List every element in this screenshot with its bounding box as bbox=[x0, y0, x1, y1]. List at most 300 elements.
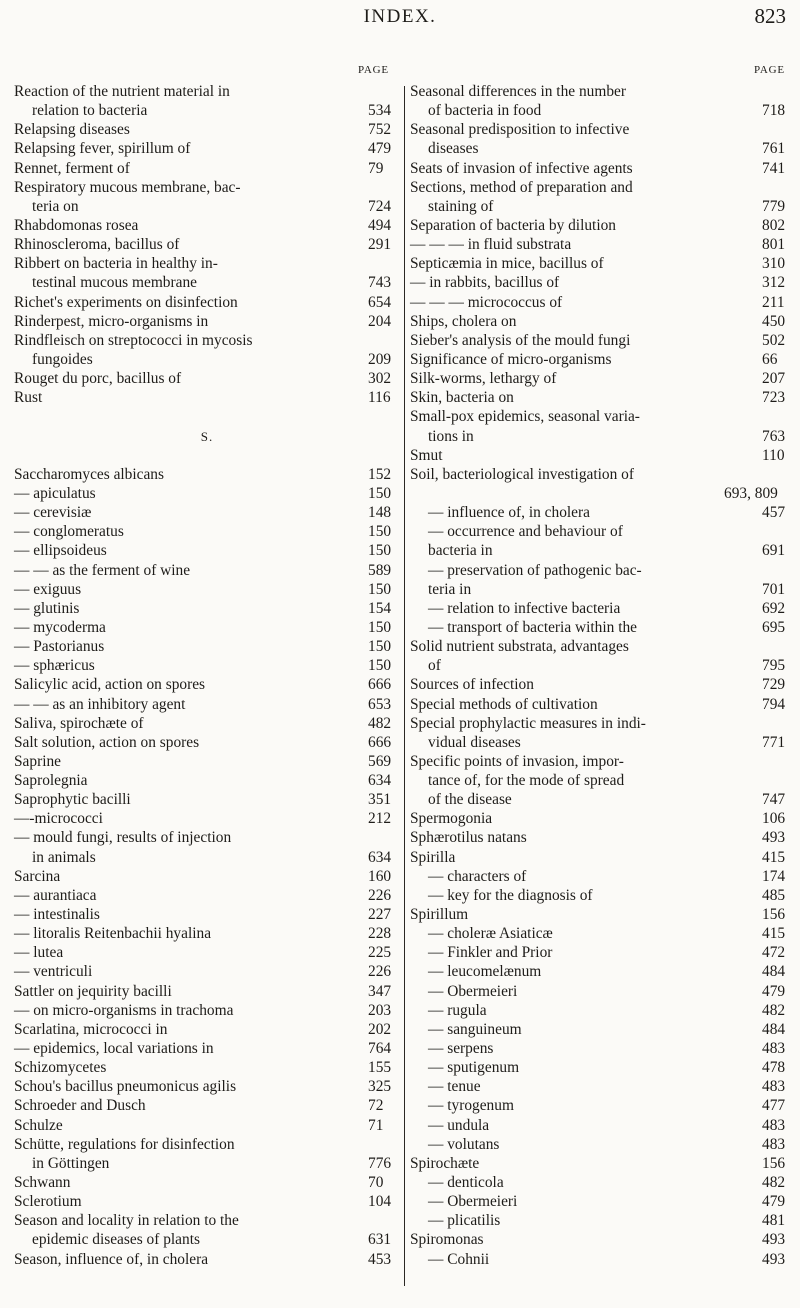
entry-text: Spiromonas bbox=[410, 1231, 484, 1249]
entry-text: — sanguineum bbox=[428, 1020, 522, 1038]
entry-page: 310 bbox=[762, 255, 786, 273]
entry-page: 502 bbox=[762, 331, 786, 349]
index-entry bbox=[14, 312, 400, 331]
index-entry bbox=[14, 235, 400, 254]
entry-page: 415 bbox=[762, 848, 786, 866]
entry-page: 226 bbox=[368, 963, 392, 981]
entry-text: — epidemics, local variations in bbox=[14, 1040, 214, 1058]
entry-page: 479 bbox=[762, 1193, 786, 1211]
index-entry bbox=[14, 465, 400, 484]
index-entry bbox=[410, 1096, 794, 1115]
index-entry bbox=[410, 1173, 794, 1192]
entry-page: 110 bbox=[762, 446, 785, 464]
entry-page: 453 bbox=[368, 1250, 392, 1268]
entry-text: Sphærotilus natans bbox=[410, 829, 527, 847]
entry-page: 534 bbox=[368, 102, 392, 120]
entry-page: 211 bbox=[762, 293, 785, 311]
blank-line bbox=[14, 407, 400, 426]
index-entry bbox=[410, 848, 794, 867]
index-entry bbox=[410, 82, 794, 101]
entry-page: 741 bbox=[762, 159, 786, 177]
index-entry bbox=[14, 1116, 400, 1135]
section-letter-heading bbox=[14, 427, 400, 446]
entry-page: 761 bbox=[762, 140, 786, 158]
entry-text: — Finkler and Prior bbox=[428, 944, 553, 962]
entry-text: — conglomeratus bbox=[14, 523, 124, 541]
index-entry bbox=[14, 503, 400, 522]
entry-text: staining of bbox=[428, 197, 494, 215]
entry-page: 763 bbox=[762, 427, 786, 445]
entry-text: — exiguus bbox=[14, 580, 82, 598]
entry-page: 209 bbox=[368, 350, 392, 368]
entry-text: Schwann bbox=[14, 1174, 71, 1192]
entry-page: 485 bbox=[762, 886, 786, 904]
index-entry bbox=[14, 120, 400, 139]
entry-page: 493 bbox=[762, 1250, 786, 1268]
index-entry bbox=[14, 924, 400, 943]
entry-text: — characters of bbox=[428, 867, 527, 885]
index-entry bbox=[410, 1154, 794, 1173]
entry-text: Schroeder and Dusch bbox=[14, 1097, 146, 1115]
index-entry bbox=[14, 637, 400, 656]
index-entry bbox=[410, 312, 794, 331]
index-entry bbox=[14, 216, 400, 235]
page-column-label-right: PAGE bbox=[754, 64, 785, 76]
entry-text: — undula bbox=[428, 1116, 490, 1134]
index-entry bbox=[410, 982, 794, 1001]
entry-page: 477 bbox=[762, 1097, 786, 1115]
index-entry bbox=[14, 1001, 400, 1020]
entry-page: 482 bbox=[762, 1174, 786, 1192]
index-entry bbox=[14, 1135, 400, 1154]
entry-page: 795 bbox=[762, 657, 786, 675]
entry-page: 631 bbox=[368, 1231, 392, 1249]
entry-text: Schütte, regulations for disinfection bbox=[14, 1135, 235, 1153]
entry-text: testinal mucous membrane bbox=[32, 274, 197, 292]
entry-text: Schizomycetes bbox=[14, 1059, 107, 1077]
running-header bbox=[0, 4, 800, 32]
page-title: INDEX. bbox=[363, 6, 437, 27]
entry-text: bacteria in bbox=[428, 542, 493, 560]
entry-text: Season, influence of, in cholera bbox=[14, 1250, 209, 1268]
entry-text: Septicæmia in mice, bacillus of bbox=[410, 255, 604, 273]
entry-text: of bacteria in food bbox=[428, 102, 542, 120]
entry-text: — sphæricus bbox=[14, 657, 95, 675]
index-entry bbox=[410, 293, 794, 312]
entry-text: Ribbert on bacteria in healthy in- bbox=[14, 255, 218, 273]
entry-text: Specific points of invasion, impor- bbox=[410, 752, 624, 770]
entry-page: 479 bbox=[368, 140, 392, 158]
index-entry bbox=[410, 1230, 794, 1249]
index-entry bbox=[410, 828, 794, 847]
index-entry bbox=[410, 733, 794, 752]
index-entry bbox=[410, 369, 794, 388]
entry-text: S. bbox=[200, 428, 214, 444]
index-entry bbox=[14, 561, 400, 580]
entry-text: Spirochæte bbox=[410, 1154, 480, 1172]
index-entry bbox=[410, 1135, 794, 1154]
entry-page: 776 bbox=[368, 1154, 392, 1172]
index-entry bbox=[14, 350, 400, 369]
entry-text: — mould fungi, results of injection bbox=[14, 829, 232, 847]
index-entry bbox=[14, 522, 400, 541]
blank-line bbox=[14, 446, 400, 465]
entry-page: 483 bbox=[762, 1040, 786, 1058]
entry-page: 150 bbox=[368, 580, 392, 598]
entry-page: 701 bbox=[762, 580, 786, 598]
entry-page: 494 bbox=[368, 216, 392, 234]
entry-text: Special prophylactic measures in indi- bbox=[410, 714, 646, 732]
entry-text: Rouget du porc, bacillus of bbox=[14, 370, 182, 388]
entry-page: 150 bbox=[368, 657, 392, 675]
entry-page: 155 bbox=[368, 1059, 392, 1077]
entry-text: teria on bbox=[32, 197, 79, 215]
entry-page: 482 bbox=[762, 1001, 786, 1019]
entry-text: Rindfleisch on streptococci in mycosis bbox=[14, 331, 253, 349]
entry-page: 225 bbox=[368, 944, 392, 962]
entry-page: 695 bbox=[762, 618, 786, 636]
index-entry bbox=[14, 1077, 400, 1096]
entry-text: Spirillum bbox=[410, 906, 469, 924]
index-entry bbox=[410, 446, 794, 465]
index-column-right bbox=[410, 82, 794, 1269]
index-entry bbox=[14, 1211, 400, 1230]
index-entry bbox=[410, 388, 794, 407]
entry-page: 481 bbox=[762, 1212, 786, 1230]
entry-page: 666 bbox=[368, 676, 392, 694]
index-entry bbox=[410, 924, 794, 943]
entry-text: Saccharomyces albicans bbox=[14, 465, 164, 483]
index-entry bbox=[410, 407, 794, 426]
entry-text: —-micrococci bbox=[14, 810, 103, 828]
entry-text: — occurrence and behaviour of bbox=[428, 523, 623, 541]
index-entry bbox=[410, 331, 794, 350]
entry-page: 482 bbox=[368, 714, 392, 732]
index-entry bbox=[410, 178, 794, 197]
entry-text: epidemic diseases of plants bbox=[32, 1231, 200, 1249]
entry-page: 569 bbox=[368, 752, 392, 770]
entry-page: 589 bbox=[368, 561, 392, 579]
entry-text: — intestinalis bbox=[14, 906, 100, 924]
entry-page: 802 bbox=[762, 216, 786, 234]
index-entry bbox=[410, 1039, 794, 1058]
index-entry bbox=[14, 714, 400, 733]
index-entry bbox=[14, 293, 400, 312]
entry-text: — volutans bbox=[428, 1135, 500, 1153]
entry-text: — apiculatus bbox=[14, 484, 96, 502]
entry-text: Relapsing fever, spirillum of bbox=[14, 140, 191, 158]
index-entry bbox=[410, 771, 794, 790]
entry-text: — Obermeieri bbox=[428, 1193, 518, 1211]
entry-text: in Göttingen bbox=[32, 1154, 110, 1172]
entry-text: Rhinoscleroma, bacillus of bbox=[14, 236, 180, 254]
index-entry bbox=[410, 1211, 794, 1230]
entry-text: — influence of, in cholera bbox=[428, 504, 590, 522]
index-entry bbox=[410, 254, 794, 273]
entry-page: 227 bbox=[368, 906, 392, 924]
entry-page: 779 bbox=[762, 197, 786, 215]
entry-text: Schulze bbox=[14, 1116, 63, 1134]
index-entry bbox=[14, 695, 400, 714]
entry-page: 152 bbox=[368, 465, 392, 483]
entry-page: 70 bbox=[368, 1174, 384, 1192]
index-entry bbox=[410, 867, 794, 886]
entry-text: — preservation of pathogenic bac- bbox=[428, 561, 642, 579]
entry-page: 66 bbox=[762, 350, 778, 368]
entry-page: 79 bbox=[368, 159, 384, 177]
entry-text: Ships, cholera on bbox=[410, 312, 517, 330]
entry-page: 450 bbox=[762, 312, 786, 330]
index-entry bbox=[14, 943, 400, 962]
index-entry bbox=[14, 331, 400, 350]
index-entry bbox=[14, 656, 400, 675]
entry-page: 72 bbox=[368, 1097, 384, 1115]
index-entry bbox=[14, 101, 400, 120]
entry-text: teria in bbox=[428, 580, 472, 598]
index-entry bbox=[14, 82, 400, 101]
index-entry bbox=[14, 197, 400, 216]
index-entry bbox=[410, 427, 794, 446]
index-entry bbox=[410, 1192, 794, 1211]
index-entry bbox=[410, 273, 794, 292]
index-entry bbox=[14, 848, 400, 867]
index-entry bbox=[14, 809, 400, 828]
index-entry bbox=[14, 369, 400, 388]
entry-page: 302 bbox=[368, 370, 392, 388]
entry-text: Scarlatina, micrococci in bbox=[14, 1020, 168, 1038]
entry-text: — sputigenum bbox=[428, 1059, 520, 1077]
index-entry bbox=[410, 139, 794, 158]
index-entry bbox=[410, 809, 794, 828]
column-divider bbox=[404, 86, 405, 1286]
entry-text: — choleræ Asiaticæ bbox=[428, 925, 553, 943]
entry-page: 104 bbox=[368, 1193, 392, 1211]
entry-page: 634 bbox=[368, 772, 392, 790]
entry-text: Seats of invasion of infective agents bbox=[410, 159, 633, 177]
entry-text: — litoralis Reitenbachii hyalina bbox=[14, 925, 212, 943]
entry-page: 794 bbox=[762, 695, 786, 713]
index-entry bbox=[14, 867, 400, 886]
index-entry bbox=[410, 503, 794, 522]
entry-text: Spermogonia bbox=[410, 810, 493, 828]
index-entry bbox=[410, 695, 794, 714]
entry-text: Small-pox epidemics, seasonal varia- bbox=[410, 408, 640, 426]
entry-page: 312 bbox=[762, 274, 786, 292]
entry-text: of the disease bbox=[428, 791, 512, 809]
page-number: 823 bbox=[754, 4, 786, 28]
index-entry bbox=[410, 943, 794, 962]
entry-page: 493 bbox=[762, 1231, 786, 1249]
entry-text: fungoides bbox=[32, 350, 93, 368]
entry-text: Rinderpest, micro-organisms in bbox=[14, 312, 209, 330]
entry-text: — lutea bbox=[14, 944, 64, 962]
entry-text: — serpens bbox=[428, 1040, 494, 1058]
index-entry bbox=[410, 101, 794, 120]
entry-text: in animals bbox=[32, 848, 96, 866]
entry-page: 752 bbox=[368, 121, 392, 139]
entry-text: Salicylic acid, action on spores bbox=[14, 676, 206, 694]
entry-page: 150 bbox=[368, 618, 392, 636]
entry-page: 764 bbox=[368, 1040, 392, 1058]
entry-text: Spirilla bbox=[410, 848, 456, 866]
entry-page: 174 bbox=[762, 867, 786, 885]
index-entry bbox=[14, 1250, 400, 1269]
entry-page: 347 bbox=[368, 982, 392, 1000]
entry-text: vidual diseases bbox=[428, 733, 521, 751]
entry-text: Saprophytic bacilli bbox=[14, 791, 131, 809]
index-entry bbox=[410, 1020, 794, 1039]
entry-page: 484 bbox=[762, 963, 786, 981]
index-entry bbox=[410, 637, 794, 656]
entry-page: 457 bbox=[762, 504, 786, 522]
entry-text: — in rabbits, bacillus of bbox=[410, 274, 560, 292]
index-entry bbox=[14, 828, 400, 847]
entry-text: — tenue bbox=[428, 1078, 481, 1096]
index-entry bbox=[410, 886, 794, 905]
entry-page: 483 bbox=[762, 1078, 786, 1096]
index-entry bbox=[410, 1058, 794, 1077]
index-entry bbox=[410, 1116, 794, 1135]
entry-page: 654 bbox=[368, 293, 392, 311]
entry-text: Significance of micro-organisms bbox=[410, 350, 612, 368]
entry-text: Saprolegnia bbox=[14, 772, 88, 790]
index-entry bbox=[410, 1250, 794, 1269]
entry-text: Reaction of the nutrient material in bbox=[14, 83, 230, 100]
entry-text: Rust bbox=[14, 389, 43, 407]
index-entry bbox=[410, 962, 794, 981]
entry-text: Silk-worms, lethargy of bbox=[410, 370, 557, 388]
entry-text: Seasonal differences in the number bbox=[410, 83, 626, 100]
entry-page: 351 bbox=[368, 791, 392, 809]
entry-page: 228 bbox=[368, 925, 392, 943]
entry-text: — on micro-organisms in trachoma bbox=[14, 1001, 234, 1019]
index-entry bbox=[14, 1039, 400, 1058]
index-entry bbox=[410, 484, 794, 503]
index-entry bbox=[14, 790, 400, 809]
entry-page: 692 bbox=[762, 599, 786, 617]
entry-text: — cerevisiæ bbox=[14, 504, 92, 522]
entry-page: 150 bbox=[368, 523, 392, 541]
entry-page: 483 bbox=[762, 1135, 786, 1153]
index-entry bbox=[14, 254, 400, 273]
index-entry bbox=[14, 962, 400, 981]
index-entry bbox=[14, 580, 400, 599]
entry-page: 207 bbox=[762, 370, 786, 388]
entry-text: — tyrogenum bbox=[428, 1097, 514, 1115]
index-entry bbox=[410, 905, 794, 924]
entry-text: Smut bbox=[410, 446, 443, 464]
entry-text: — Cohnii bbox=[428, 1250, 490, 1268]
entry-text: — plicatilis bbox=[428, 1212, 501, 1230]
entry-page: 150 bbox=[368, 638, 392, 656]
index-entry bbox=[410, 522, 794, 541]
entry-page: 472 bbox=[762, 944, 786, 962]
index-entry bbox=[14, 388, 400, 407]
entry-page: 483 bbox=[762, 1116, 786, 1134]
entry-page: 202 bbox=[368, 1020, 392, 1038]
entry-page: 116 bbox=[368, 389, 391, 407]
entry-page: 478 bbox=[762, 1059, 786, 1077]
index-entry bbox=[14, 1154, 400, 1173]
entry-text: — aurantiaca bbox=[14, 886, 97, 904]
entry-page: 325 bbox=[368, 1078, 392, 1096]
entry-page: 212 bbox=[368, 810, 392, 828]
index-entry bbox=[14, 1096, 400, 1115]
entry-page: 226 bbox=[368, 886, 392, 904]
index-entry bbox=[410, 752, 794, 771]
index-entry bbox=[410, 465, 794, 484]
index-entry bbox=[14, 1058, 400, 1077]
entry-text: Season and locality in relation to the bbox=[14, 1212, 239, 1230]
index-entry bbox=[14, 1230, 400, 1249]
entry-text: Saprine bbox=[14, 752, 62, 770]
entry-text: — — as the ferment of wine bbox=[14, 561, 191, 579]
index-entry bbox=[14, 675, 400, 694]
entry-text: — relation to infective bacteria bbox=[428, 599, 621, 617]
index-entry bbox=[14, 484, 400, 503]
index-entry bbox=[410, 197, 794, 216]
entry-text: diseases bbox=[428, 140, 479, 158]
entry-text: Relapsing diseases bbox=[14, 121, 130, 139]
index-entry bbox=[410, 675, 794, 694]
entry-page: 106 bbox=[762, 810, 786, 828]
page-column-label-left: PAGE bbox=[358, 64, 389, 76]
entry-page: 415 bbox=[762, 925, 786, 943]
entry-page: 154 bbox=[368, 599, 392, 617]
entry-page: 150 bbox=[368, 484, 392, 502]
entry-page: 493 bbox=[762, 829, 786, 847]
entry-text: Sources of infection bbox=[410, 676, 534, 694]
entry-text: Special methods of cultivation bbox=[410, 695, 598, 713]
entry-text: — rugula bbox=[428, 1001, 487, 1019]
entry-text: — ellipsoideus bbox=[14, 542, 107, 560]
entry-text: relation to bacteria bbox=[32, 102, 148, 120]
entry-page: 148 bbox=[368, 504, 392, 522]
entry-page: 291 bbox=[368, 236, 392, 254]
index-entry bbox=[14, 178, 400, 197]
entry-text: — transport of bacteria within the bbox=[428, 618, 637, 636]
entry-page: 203 bbox=[368, 1001, 392, 1019]
entry-page: 479 bbox=[762, 982, 786, 1000]
entry-text: — — as an inhibitory agent bbox=[14, 695, 186, 713]
entry-page: 634 bbox=[368, 848, 392, 866]
entry-page: 204 bbox=[368, 312, 392, 330]
entry-page: 771 bbox=[762, 733, 786, 751]
index-entry bbox=[14, 752, 400, 771]
index-entry bbox=[410, 618, 794, 637]
entry-text: — glutinis bbox=[14, 599, 80, 617]
index-entry bbox=[14, 905, 400, 924]
index-entry bbox=[410, 1001, 794, 1020]
entry-page: 666 bbox=[368, 733, 392, 751]
index-entry bbox=[410, 350, 794, 369]
entry-text: Salt solution, action on spores bbox=[14, 733, 200, 751]
entry-text: Rhabdomonas rosea bbox=[14, 216, 139, 234]
entry-text: — mycoderma bbox=[14, 618, 106, 636]
entry-text: of bbox=[428, 657, 441, 675]
index-entry bbox=[14, 159, 400, 178]
index-entry bbox=[410, 541, 794, 560]
entry-page: 156 bbox=[762, 906, 786, 924]
entry-page: 801 bbox=[762, 236, 786, 254]
entry-text: — leucomelænum bbox=[428, 963, 542, 981]
index-entry bbox=[410, 216, 794, 235]
entry-text: Saliva, spirochæte of bbox=[14, 714, 144, 732]
index-entry bbox=[14, 599, 400, 618]
index-entry bbox=[410, 159, 794, 178]
index-entry bbox=[410, 580, 794, 599]
index-entry bbox=[410, 1077, 794, 1096]
